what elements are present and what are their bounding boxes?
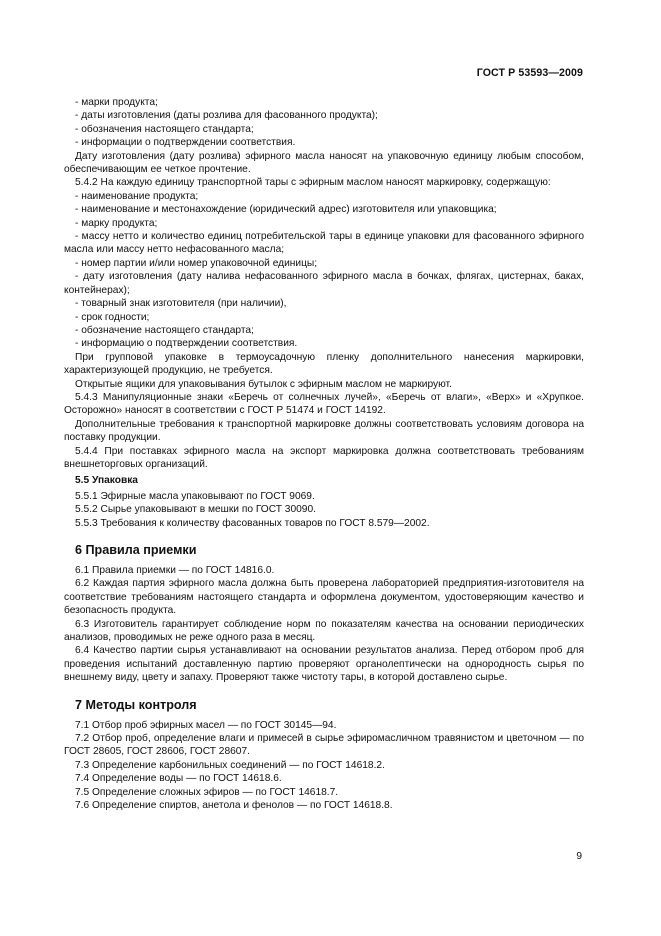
paragraph: - даты изготовления (даты розлива для фасованного продукта); — [75, 110, 378, 122]
paragraph: - информацию о подтверждении соответствия. — [75, 338, 298, 350]
paragraph: При групповой упаковке в термоусадочную пленку дополнительного нанесения маркировки, характеризующей продукцию, не требуется. — [64, 351, 584, 377]
paragraph: Дополнительные требования к транспортной маркировке должны соответствовать условиям договора на поставку продукции. — [64, 418, 584, 444]
paragraph: - марки продукта; — [75, 97, 158, 108]
paragraph: 5.5.2 Сырье упаковывают в мешки по ГОСТ 30090. — [75, 504, 316, 516]
paragraph: - наименование продукта; — [75, 190, 199, 202]
paragraph: - марку продукта; — [75, 217, 158, 229]
paragraph: - дату изготовления (дату налива нефасованного эфирного масла в бочках, флягах, цистернах, баках, контейнерах); — [64, 271, 584, 296]
paragraph: 5.5.3 Требования к количеству фасованных товаров по ГОСТ 8.579—2002. — [75, 517, 430, 529]
paragraph: - срок годности; — [75, 311, 150, 323]
paragraph: Открытые ящики для упаковывания бутылок с эфирным маслом не маркируют. — [75, 378, 452, 390]
paragraph: - номер партии и/или номер упаковочной единицы; — [75, 257, 318, 269]
paragraph: 7.4 Определение воды — по ГОСТ 14618.6. — [75, 773, 282, 785]
paragraph: 6.1 Правила приемки — по ГОСТ 14816.0. — [75, 565, 275, 576]
paragraph: 7.3 Определение карбонильных соединений — по ГОСТ 14618.2. — [75, 759, 385, 771]
paragraph: 7.6 Определение спиртов, анетола и фенолов — по ГОСТ 14618.8. — [75, 800, 393, 812]
paragraph: 6.4 Качество партии сырья устанавливают на основании результатов анализа. Перед отбором проб для проведения испытаний доставленную партию проверяют органолептически на однородность сырья по внешнему виду, цвету и запаху. Проверяют также чистоту тары, в которой доставлено сырье. — [64, 645, 584, 684]
paragraph: 6.3 Изготовитель гарантирует соблюдение норм по показателям качества на основании периодических анализов, проводимых не реже одного раза в месяц. — [64, 618, 584, 644]
paragraph: 6.2 Каждая партия эфирного масла должна быть проверена лабораторией предприятия-изготовителя на соответствие требованиям настоящего стандарта и оформлена документом, удостоверяющим качество и безопасность продукта. — [64, 578, 584, 617]
paragraph: 5.5.1 Эфирные масла упаковывают по ГОСТ 9069. — [75, 490, 315, 502]
paragraph: 7.1 Отбор проб эфирных масел — по ГОСТ 30145—94. — [75, 719, 337, 731]
section-heading-acceptance: 6 Правила приемки — [75, 543, 197, 557]
paragraph: 5.4.4 При поставках эфирного масла на экспорт маркировка должна соответствовать требованиям внешнеторговых организаций. — [64, 445, 584, 470]
paragraph: - обозначения настоящего стандарта; — [75, 123, 254, 135]
paragraph: Дату изготовления (дату розлива) эфирного масла наносят на упаковочную единицу любым способом, обеспечивающим ее четкое прочтение. — [64, 150, 584, 176]
paragraph: 7.5 Определение сложных эфиров — по ГОСТ 14618.7. — [75, 786, 339, 798]
section-heading-methods: 7 Методы контроля — [75, 697, 197, 712]
paragraph: - обозначение настоящего стандарта; — [75, 324, 254, 336]
paragraph: 5.4.2 На каждую единицу транспортной тары с эфирным маслом наносят маркировку, содержащую: — [75, 177, 551, 189]
paragraph: 5.4.3 Манипуляционные знаки «Беречь от солнечных лучей», «Беречь от влаги», «Верх» и «Хрупкое. Осторожно» наносят в соответствии с ГОСТ Р 51474 и ГОСТ 14192. — [64, 391, 584, 417]
subsection-heading-packaging: 5.5 Упаковка — [75, 475, 138, 487]
paragraph: - массу нетто и количество единиц потребительской тары в единице упаковки для фасованного эфирного масла или массу нетто нефасованного масла; — [64, 231, 584, 256]
paragraph: - наименование и местонахождение (юридический адрес) изготовителя или упаковщика; — [75, 204, 497, 216]
page-number: 9 — [576, 851, 582, 862]
paragraph: - товарный знак изготовителя (при наличии), — [75, 298, 287, 310]
paragraph: - информации о подтверждении соответствия. — [75, 137, 296, 149]
document-body — [64, 96, 584, 813]
paragraph: 7.2 Отбор проб, определение влаги и примесей в сырье эфиромасличном травянистом и цветочном — по ГОСТ 28605, ГОСТ 28606, ГОСТ 28607. — [64, 733, 584, 758]
document-id-header: ГОСТ Р 53593—2009 — [476, 67, 583, 79]
